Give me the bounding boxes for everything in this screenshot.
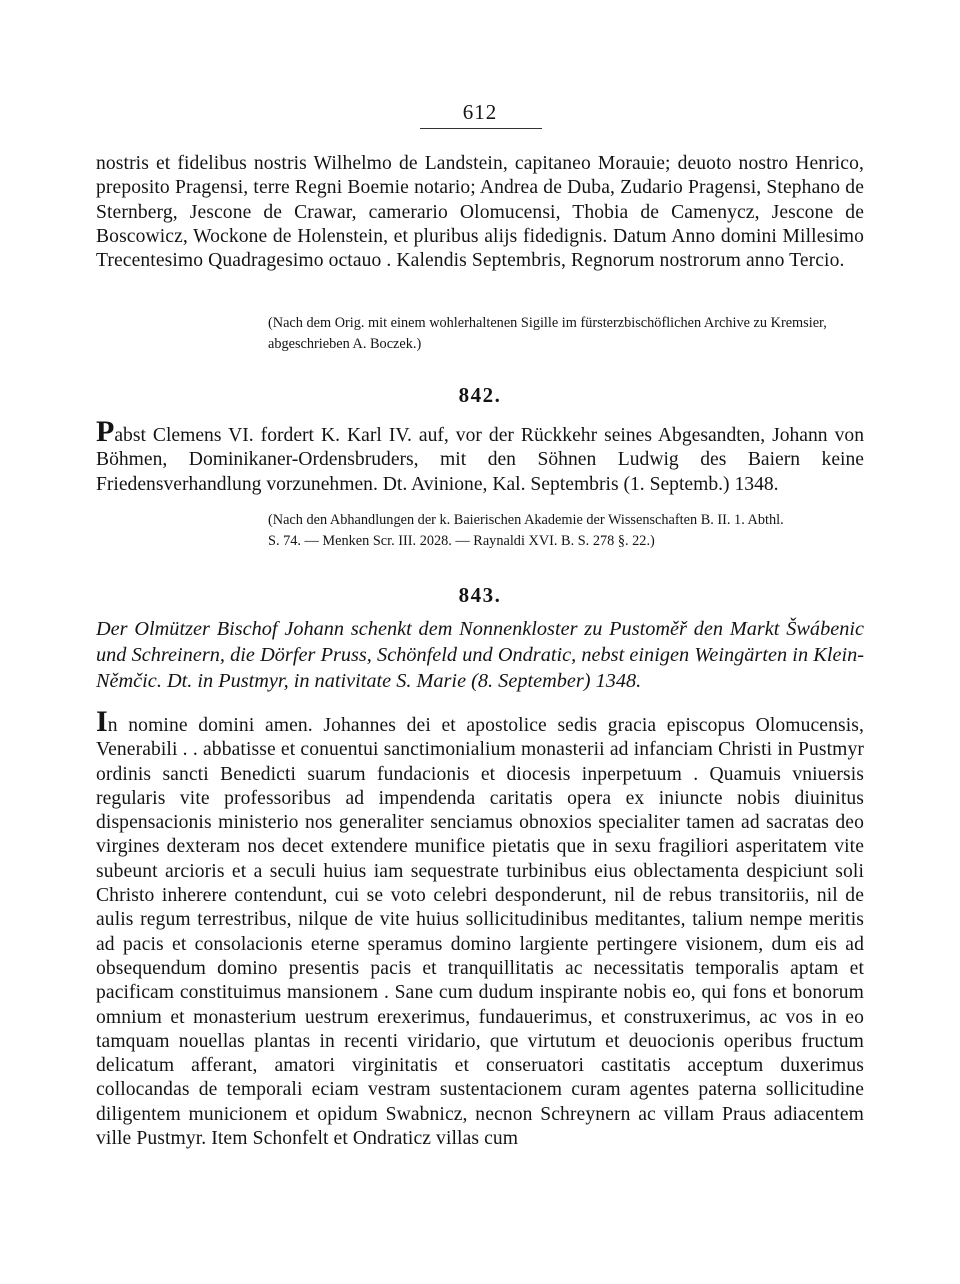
page-number: 612 — [462, 100, 498, 124]
doc842-headline — [96, 415, 864, 497]
doc843-body — [96, 705, 864, 1151]
page-number-rule — [420, 128, 542, 129]
doc842-number: 842. — [458, 383, 502, 407]
doc843-body-text: n nomine domini amen. Johannes dei et apostolice sedis gracia episcopus Olomucensis, Venerabili . . abbatisse et conuentui sanctimonialium monasterii ad infanciam Christi in Pustmyr ordinis sancti Benedicti suarum fundacionis et diocesis inperpetuum . Quamuis vniuersis regularis vite professoribus ad impendenda caritatis opera ex iniuncte nobis diuinitus dispensacionis ministerio nos generaliter senciamus obnoxios specialiter tamen ad sacratas deo virgines dexteram nos decet extendere munifice pietatis que in sexu fragiliori asperitatem vite subeunt arcioris et a seculi huius iam sequestrate turbinibus eius oblectamenta despiciunt soli Christo inherere contendunt, cui se voto celebri desponderunt, nil de rebus transitoriis, nil de aulis regum terrestribus, nilque de vite huius sollicitudinibus meditantes, talium nempe meritis ad pacis et consolacionis eterne speramus domino largiente pertingere visionem, dum eis ad obsequendum domino presentis pacis et tranquillitatis ac necessitatis temporalis aptam et pacificam constituimus mansionem . Sane cum dudum inspirante nobis eo, qui fons et bonorum omnium et monasterium uestrum erexerimus, fundauerimus, et construxerimus, ac vos in eo tamquam nouellas plantas in recenti viridario, que virtutum et deuocionis operibus fructum delicatum afferant, amatori virginitatis et conseruatori castitatis acceptum duxerimus collocandas de temporali eciam vestram sustentacionem curam agentes paterna sollicitudine diligentem municionem et opidum Swabnicz, necnon Schreynern ac villam Praus adiacentem ville Pustmyr. Item Schonfelt et Ondraticz villas cum — [96, 715, 864, 1150]
doc843-heading: Der Olmützer Bischof Johann schenkt dem Nonnenkloster zu Pustoměř den Markt Šwábenic und Schreinern, die Dörfer Pruss, Schönfeld und Ondratic, nebst einigen Weingärten in Klein-Němčic. Dt. in Pustmyr, in nativitate S. Marie (8. September) 1348. — [96, 618, 864, 692]
doc841-note-line1: (Nach dem Orig. mit einem wohlerhaltenen Sigille im fürsterzbischöflichen Archive zu Kremsier, — [268, 315, 827, 331]
doc843-initial: I — [96, 705, 108, 738]
doc843-number: 843. — [458, 583, 502, 607]
doc841-note-line2: abgeschrieben A. Boczek.) — [268, 336, 422, 352]
doc841-body: nostris et fidelibus nostris Wilhelmo de Landstein, capitaneo Morauie; deuoto nostro Henrico, preposito Pragensi, terre Regni Boemie notario; Andrea de Duba, Zudario Pragensi, Stephano de Sternberg, Jescone de Crawar, camerario Olomucensi, Thobia de Camenycz, Jescone de Boscowicz, Wockone de Holenstein, et pluribus alijs fidedignis. Datum Anno domini Millesimo Trecentesimo Quadragesimo octauo . Kalendis Septembris, Regnorum nostrorum anno Tercio. — [96, 153, 864, 272]
doc842-source-note — [268, 510, 866, 552]
doc842-note-line2: S. 74. — Menken Scr. III. 2028. — Raynaldi XVI. B. S. 278 §. 22.) — [268, 533, 655, 549]
doc842-note-line1: (Nach den Abhandlungen der k. Baierischen Akademie der Wissenschaften B. II. 1. Abthl. — [268, 512, 784, 528]
doc841-source-note — [268, 313, 866, 355]
doc842-initial: P — [96, 415, 115, 448]
doc842-headline-text: abst Clemens VI. fordert K. Karl IV. auf, vor der Rückkehr seines Abgesandten, Johann von Böhmen, Dominikaner-Ordensbruders, mit den Söhnen Ludwig des Baiern keine Friedensverhandlung vorzunehmen. Dt. Avinione, Kal. Septembris (1. Septemb.) 1348. — [96, 425, 864, 495]
